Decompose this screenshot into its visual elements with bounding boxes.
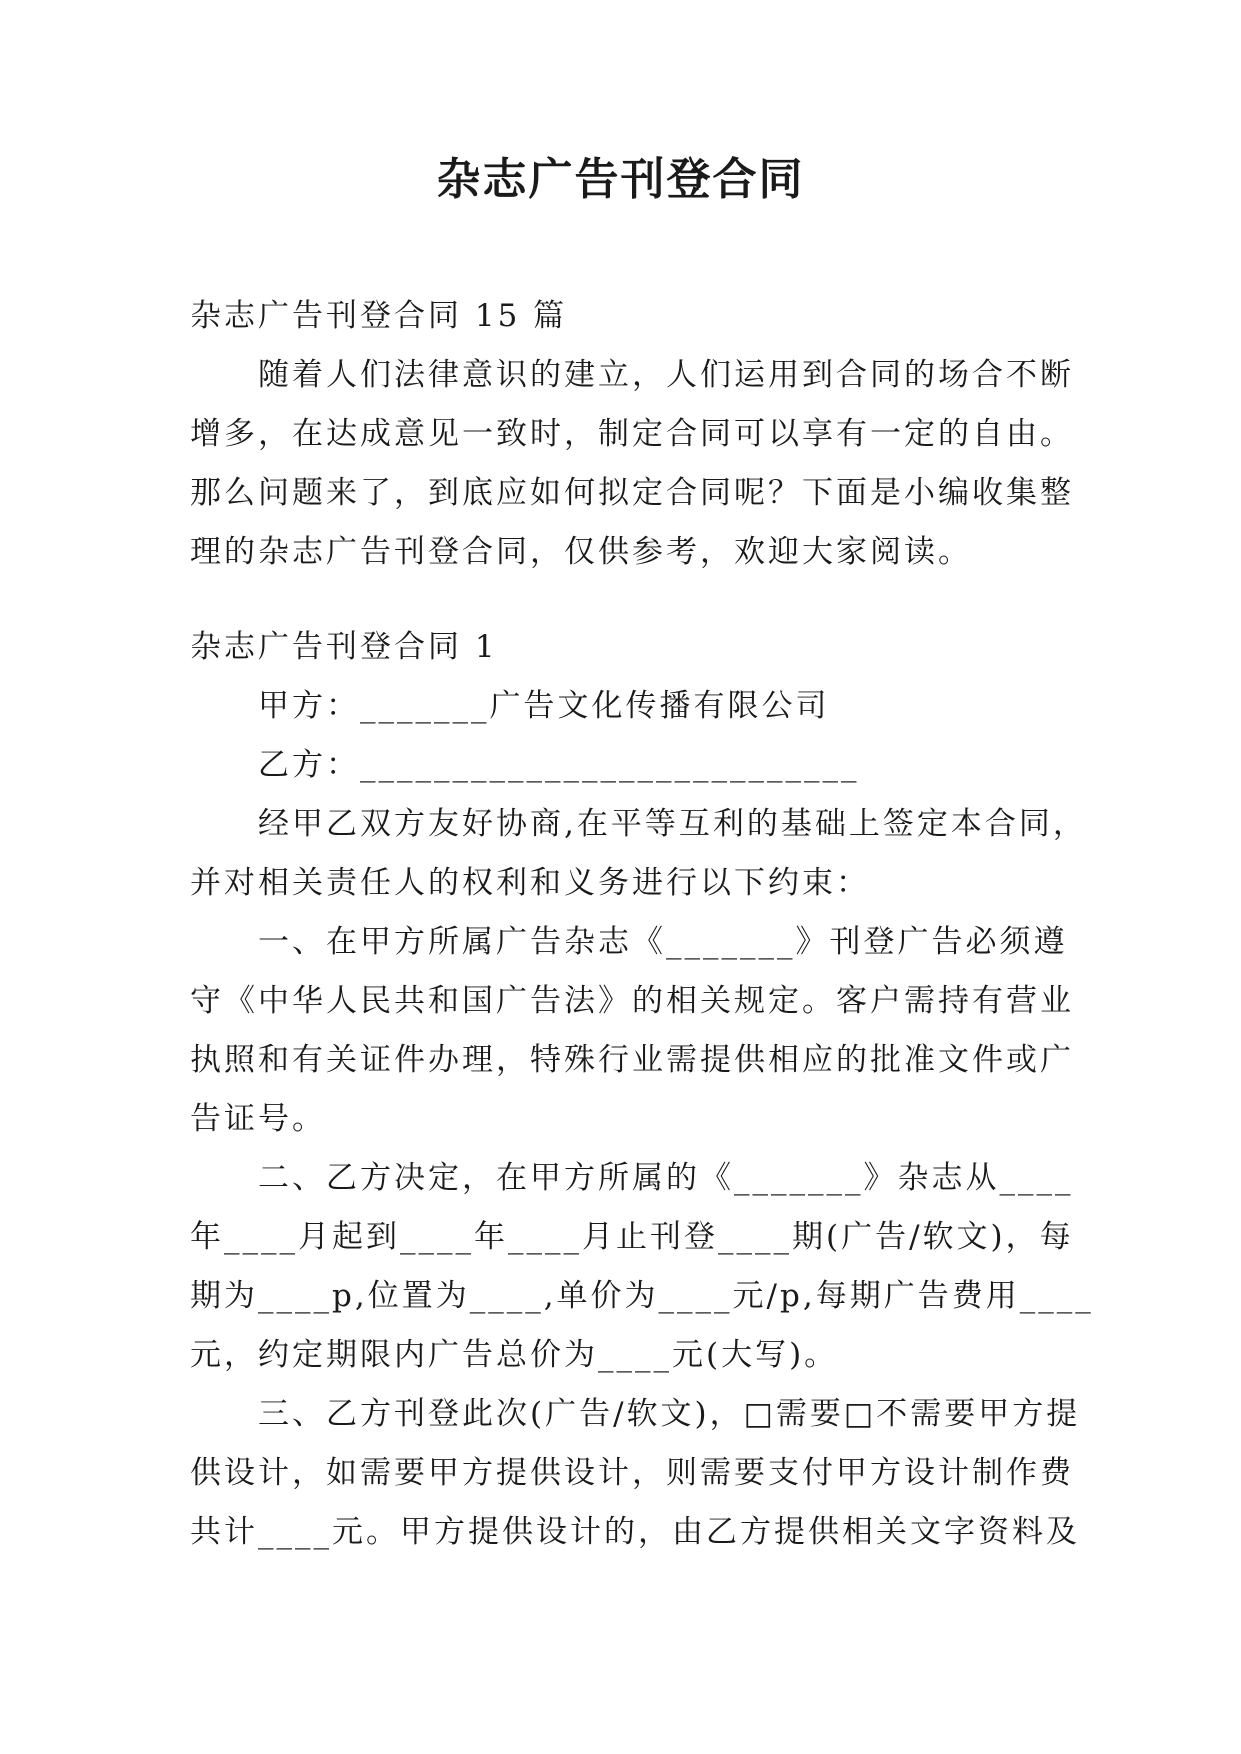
clause-1-line: 告证号。 — [190, 1101, 326, 1137]
clause-3-line: 共计____元。甲方提供设计的，由乙方提供相关文字资料及 — [190, 1514, 1080, 1550]
intro-line: 理的杂志广告刊登合同，仅供参考，欢迎大家阅读。 — [190, 534, 972, 570]
intro-line: 增多，在达成意见一致时，制定合同可以享有一定的自由。 — [190, 416, 1074, 452]
intro-line: 那么问题来了，到底应如何拟定合同呢？下面是小编收集整 — [190, 475, 1074, 511]
preamble-line: 并对相关责任人的权利和义务进行以下约束： — [190, 865, 870, 901]
party-a-line: 甲方：_______广告文化传播有限公司 — [258, 688, 830, 724]
section-heading: 杂志广告刊登合同 1 — [190, 629, 498, 665]
spacer — [190, 582, 1052, 618]
document-title: 杂志广告刊登合同 — [436, 154, 805, 205]
subtitle: 杂志广告刊登合同 15 篇 — [190, 298, 568, 334]
preamble-line: 经甲乙双方友好协商,在平等互利的基础上签定本合同， — [258, 806, 1087, 842]
clause-2-line: 期为____p,位置为____,单价为____元/p,每期广告费用____ — [190, 1278, 1094, 1314]
clause-1-line: 守《中华人民共和国广告法》的相关规定。客户需持有营业 — [190, 983, 1074, 1019]
document-body — [190, 287, 1094, 1562]
clause-2-line: 年____月起到____年____月止刊登____期(广告/软文)，每 — [190, 1219, 1074, 1255]
intro-line: 随着人们法律意识的建立，人们运用到合同的场合不断 — [258, 357, 1074, 393]
clause-3-line: 三、乙方刊登此次(广告/软文)，□需要□不需要甲方提 — [258, 1396, 1081, 1432]
clause-2-line: 元，约定期限内广告总价为____元(大写)。 — [190, 1337, 839, 1373]
clause-2-line: 二、乙方决定，在甲方所属的《_______》杂志从____ — [258, 1160, 1074, 1196]
clause-1-line: 执照和有关证件办理，特殊行业需提供相应的批准文件或广 — [190, 1042, 1074, 1078]
clause-1-line: 一、在甲方所属广告杂志《_______》刊登广告必须遵 — [258, 924, 1068, 960]
clause-3-line: 供设计，如需要甲方提供设计，则需要支付甲方设计制作费 — [190, 1455, 1074, 1491]
party-b-line: 乙方：___________________________ — [258, 747, 860, 783]
